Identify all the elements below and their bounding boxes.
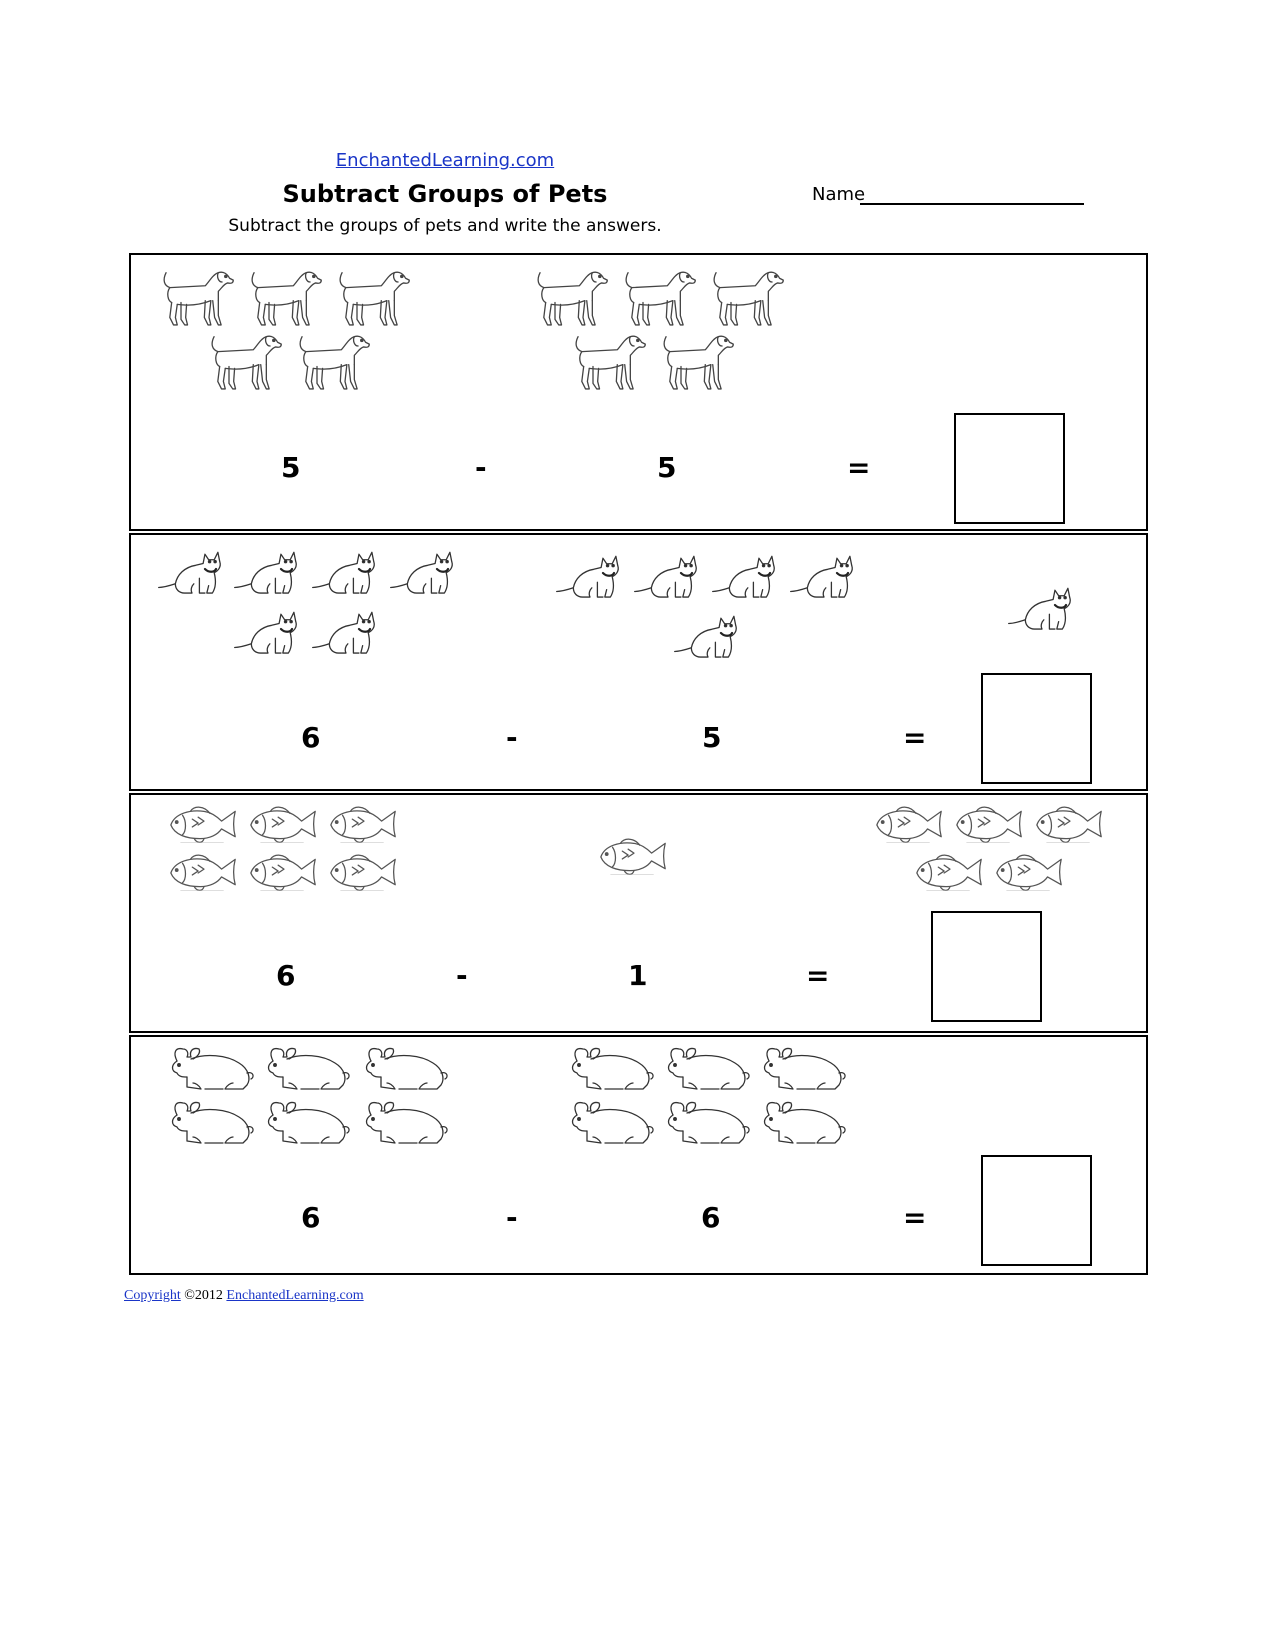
cat-icon xyxy=(159,552,1071,657)
minus-sign: - xyxy=(506,1201,518,1234)
rabbit-icon xyxy=(173,1048,846,1143)
answer-box[interactable] xyxy=(981,673,1092,784)
page-title: Subtract Groups of Pets xyxy=(282,180,608,208)
first-number: 6 xyxy=(301,1201,321,1234)
second-number: 5 xyxy=(657,451,677,484)
equals-sign: = xyxy=(847,451,871,484)
second-number: 1 xyxy=(628,959,648,992)
minus-sign: - xyxy=(506,721,518,754)
first-number: 6 xyxy=(301,721,321,754)
problem-panel-fish xyxy=(129,793,1148,1033)
footer xyxy=(124,1288,364,1304)
dog-icon xyxy=(164,272,783,389)
equals-sign: = xyxy=(806,959,830,992)
equals-sign: = xyxy=(903,721,927,754)
name-field[interactable] xyxy=(860,203,1084,205)
minus-sign: - xyxy=(475,451,487,484)
equals-sign: = xyxy=(903,1201,927,1234)
answer-box[interactable] xyxy=(981,1155,1092,1266)
answer-box[interactable] xyxy=(931,911,1042,1022)
site-link[interactable]: EnchantedLearning.com xyxy=(335,150,555,171)
minus-sign: - xyxy=(456,959,468,992)
first-number: 5 xyxy=(281,451,301,484)
first-number: 6 xyxy=(276,959,296,992)
copyright-link[interactable]: Copyright xyxy=(124,1288,181,1303)
copyright-year: ©2012 xyxy=(184,1288,223,1303)
second-number: 5 xyxy=(702,721,722,754)
instructions: Subtract the groups of pets and write the answers. xyxy=(228,216,662,236)
name-label: Name xyxy=(812,184,866,205)
fish-icon xyxy=(171,807,1101,890)
problem-panel-dogs xyxy=(129,253,1148,531)
problem-panel-cats xyxy=(129,533,1148,791)
footer-site-link[interactable]: EnchantedLearning.com xyxy=(226,1288,364,1303)
second-number: 6 xyxy=(701,1201,721,1234)
answer-box[interactable] xyxy=(954,413,1065,524)
problem-panel-rabbits xyxy=(129,1035,1148,1275)
